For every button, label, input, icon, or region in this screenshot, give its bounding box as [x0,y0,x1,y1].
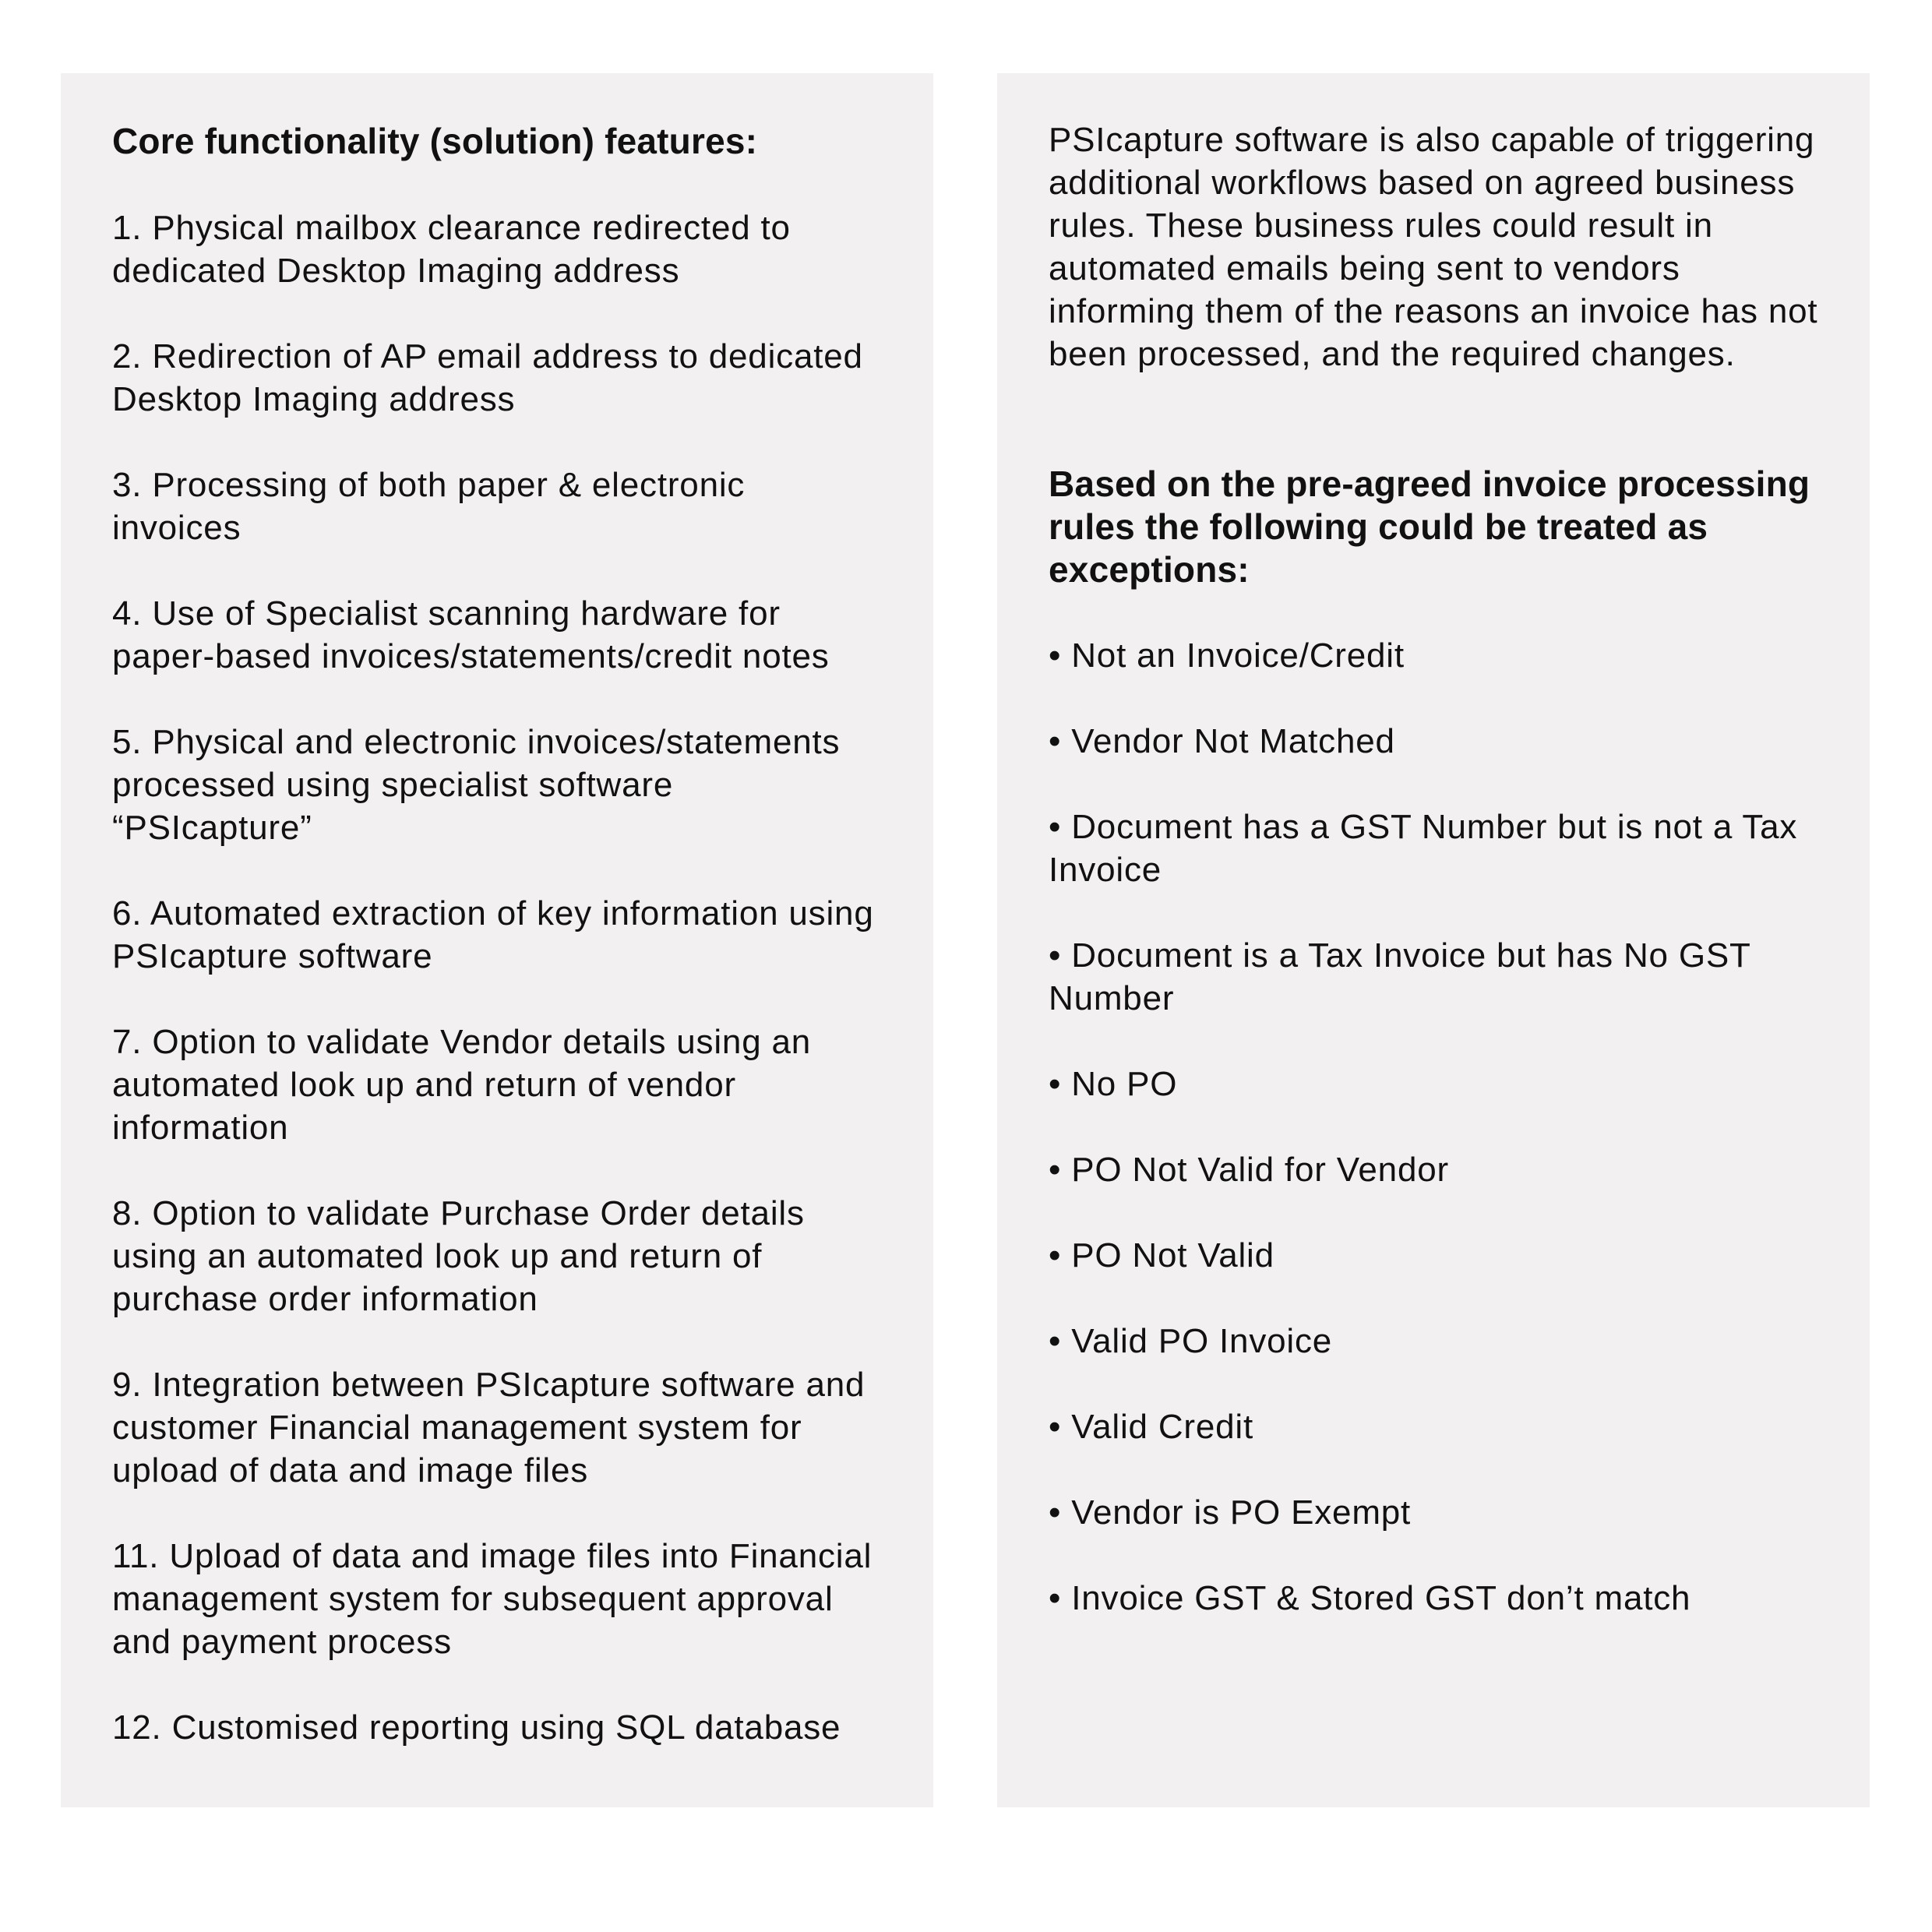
exception-item: • Valid PO Invoice [1049,1322,1333,1360]
exception-item: • No PO [1049,1065,1178,1103]
exception-item: • Invoice GST & Stored GST don’t match [1049,1579,1691,1617]
features-panel [61,73,933,1807]
exception-item: • Not an Invoice/Credit [1049,636,1405,675]
feature-item: 9. Integration between PSIcapture software and customer Financial management system for upload of data and image files [112,1366,866,1490]
feature-item: 4. Use of Specialist scanning hardware for paper-based invoices/statements/credit notes [112,594,830,675]
exception-item: • Valid Credit [1049,1408,1253,1446]
feature-item: 11. Upload of data and image files into Financial management system for subsequent approval and payment process [112,1537,873,1661]
exception-item: • PO Not Valid [1049,1236,1274,1274]
feature-item: 1. Physical mailbox clearance redirected to dedicated Desktop Imaging address [112,209,791,290]
feature-item: 3. Processing of both paper & electronic invoices [112,466,746,547]
feature-item: 12. Customised reporting using SQL database [112,1708,841,1747]
exceptions-panel [997,73,1870,1807]
exceptions-list [1049,634,1818,1620]
features-list [112,206,882,1749]
exception-item: • Vendor is PO Exempt [1049,1493,1412,1532]
feature-item: 7. Option to validate Vendor details using an automated look up and return of vendor information [112,1023,812,1147]
workflow-intro-text: PSIcapture software is also capable of triggering additional workflows based on agreed business rules. These business rules could result in automated emails being sent to vendors informing them of the reasons an invoice has not been processed, and the required changes. [1049,121,1818,373]
exceptions-heading: Based on the pre-agreed invoice processing rules the following could be treated as exceptions: [1049,464,1810,590]
exception-item: • Document is a Tax Invoice but has No GST Number [1049,936,1750,1017]
feature-item: 2. Redirection of AP email address to dedicated Desktop Imaging address [112,337,863,418]
exception-item: • Vendor Not Matched [1049,722,1395,760]
exception-item: • Document has a GST Number but is not a Tax Invoice [1049,808,1798,889]
feature-item: 5. Physical and electronic invoices/statements processed using specialist software “PSIcapture” [112,723,841,847]
exception-item: • PO Not Valid for Vendor [1049,1151,1449,1189]
features-heading: Core functionality (solution) features: [112,121,758,161]
feature-item: 8. Option to validate Purchase Order details using an automated look up and return of purchase order information [112,1194,805,1318]
feature-item: 6. Automated extraction of key information using PSIcapture software [112,894,874,975]
